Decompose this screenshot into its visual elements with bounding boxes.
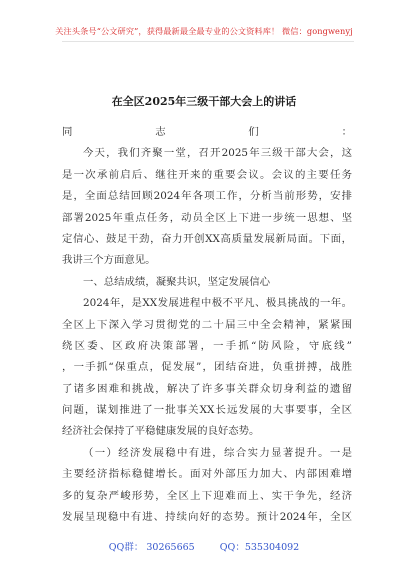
paragraph-line: 经济社会保持了平稳健康发展的良好态势。	[62, 425, 260, 438]
paragraph-line: 绕区委、区政府决策部署，一手抓“防风险，守底线”	[62, 339, 352, 352]
paragraph-line: 是一次承前启后、继往开来的重要会议。会议的主要任务	[62, 168, 352, 181]
paragraph	[62, 443, 352, 529]
qq-number: QQ：535304092	[219, 542, 300, 553]
paragraph-line: 全区上下深入学习贯彻党的二十届三中全会精神，紧紧围	[62, 318, 352, 331]
paragraph-line: 定信心、鼓足干劲，奋力开创XX高质量发展新局面。下面，	[62, 232, 352, 245]
paragraph-line: （一）经济发展稳中有进，综合实力显著提升。一是	[83, 446, 352, 459]
header-divider	[62, 41, 354, 42]
footer-contact	[0, 539, 408, 553]
paragraph-line: 了诸多困难和挑战，解决了许多事关群众切身利益的遗留	[62, 382, 352, 395]
paragraph	[62, 293, 352, 443]
paragraph-line: 我讲三个方面意见。	[62, 254, 156, 267]
paragraph-line: 主要经济指标稳健增长。面对外部压力加大、内部困难增	[62, 468, 352, 481]
paragraph	[62, 143, 352, 271]
paragraph-line: ，一手抓“保重点，促发展”，团结奋进，负重拼搏，战胜	[62, 361, 352, 374]
paragraph-line: 部署2025年重点任务，动员全区上下进一步统一思想、坚	[62, 211, 352, 224]
section-heading-line: 一、总结成绩，凝聚共识，坚定发展信心	[83, 275, 271, 288]
paragraph-line: 是，全面总结回顾2024年各项工作，分析当前形势，安排	[62, 190, 352, 203]
paragraph-line: 发展呈现稳中有进、持续向好的态势。预计2024年，全区	[62, 511, 352, 524]
paragraph-line: 今天，我们齐聚一堂，召开2025年三级干部大会，这	[83, 147, 352, 160]
document-title: 在全区2025年三级干部大会上的讲话	[111, 95, 297, 108]
section-heading	[62, 272, 352, 293]
header-banner: 关注头条号“公文研究”，获得最新最全最专业的公文资料库！ 微信：gongwenyj	[55, 26, 353, 36]
salutation: 同志们：	[62, 126, 352, 138]
paragraph-line: 问题，谋划推进了一批事关XX长远发展的大事要事，全区	[62, 404, 352, 417]
document-body	[62, 122, 352, 528]
paragraph-line: 多的复杂严峻形势，全区上下迎难而上、实干争先，经济	[62, 489, 352, 502]
paragraph-line: 2024年，是XX发展进程中极不平凡、极具挑战的一年。	[83, 297, 352, 310]
qq-group-number: QQ群： 30265665	[108, 542, 195, 553]
